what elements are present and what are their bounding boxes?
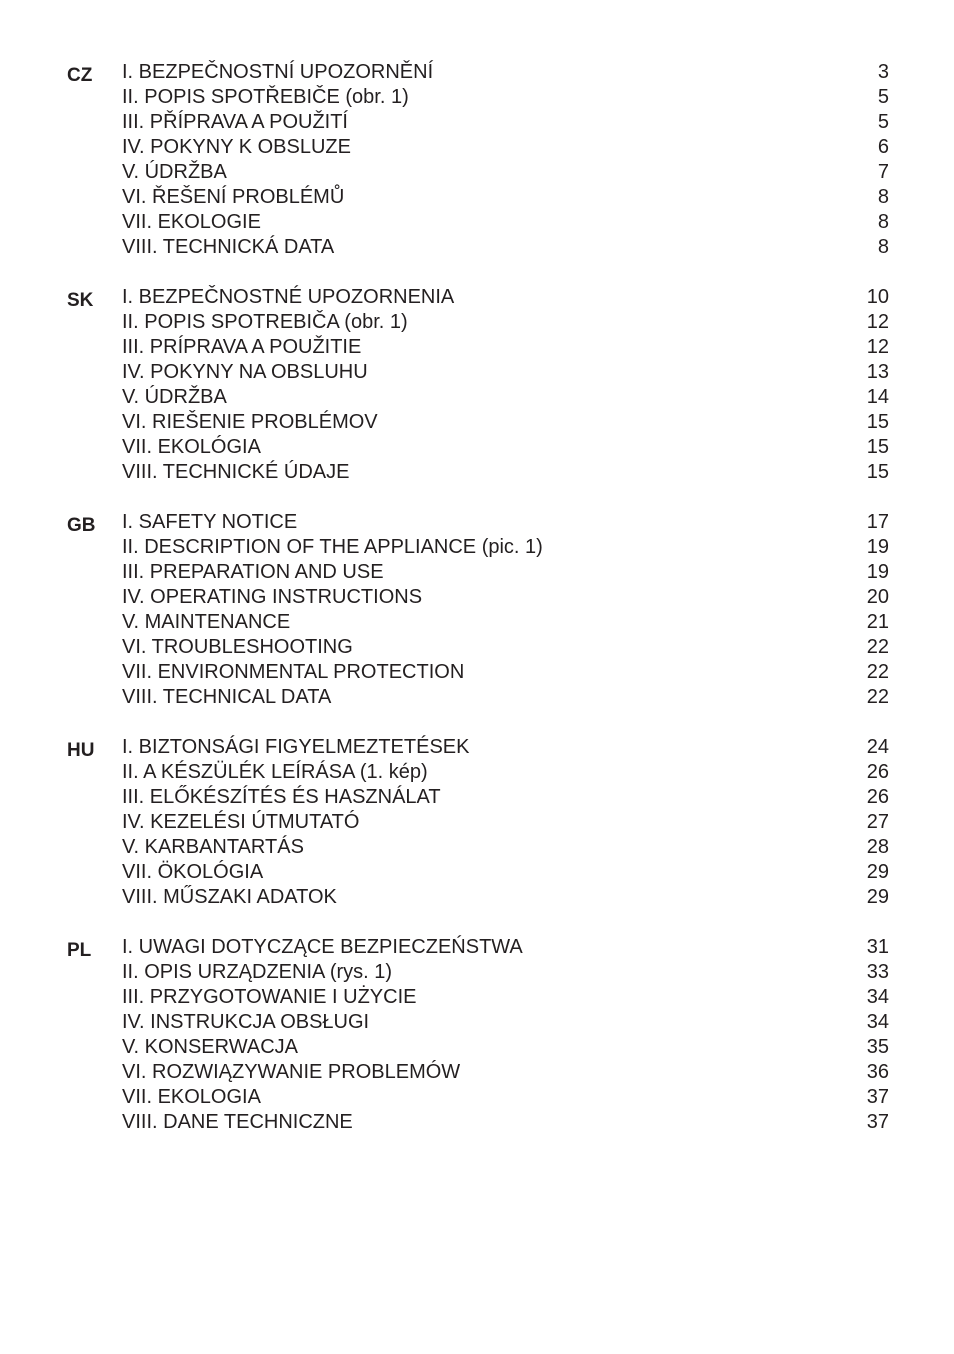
toc-entry-title: IV. INSTRUKCJA OBSŁUGI (122, 1011, 370, 1033)
toc-entry[interactable] (0, 735, 954, 760)
language-code: SK (67, 290, 94, 311)
toc-entry-page-number: 24 (866, 736, 889, 758)
toc-entry[interactable] (0, 960, 954, 985)
toc-entry-title: V. ÚDRŽBA (122, 386, 227, 408)
toc-entry[interactable] (0, 785, 954, 810)
toc-entry-page-number: 8 (877, 236, 889, 258)
toc-entry-title: V. KONSERWACJA (122, 1036, 298, 1058)
toc-entry[interactable] (0, 460, 954, 485)
toc-entry-title: VII. EKOLÓGIA (122, 436, 261, 458)
toc-entry-title: VI. ROZWIĄZYWANIE PROBLEMÓW (122, 1061, 461, 1083)
toc-entry-title: VII. ENVIRONMENTAL PROTECTION (122, 661, 465, 683)
toc-entry-page-number: 26 (866, 786, 889, 808)
toc-entry-page-number: 29 (866, 886, 889, 908)
toc-entry-title: II. POPIS SPOTREBIČA (obr. 1) (122, 311, 408, 333)
toc-entry[interactable] (0, 60, 954, 85)
toc-entry[interactable] (0, 285, 954, 310)
toc-entry-title: VIII. TECHNICKÁ DATA (122, 236, 335, 258)
toc-entry-title: IV. OPERATING INSTRUCTIONS (122, 586, 423, 608)
toc-entry-page-number: 20 (866, 586, 889, 608)
toc-entry[interactable] (0, 860, 954, 885)
toc-entry-page-number: 26 (866, 761, 889, 783)
toc-entry[interactable] (0, 635, 954, 660)
toc-section-sk (0, 285, 954, 485)
toc-entry-page-number: 15 (866, 461, 889, 483)
toc-entry[interactable] (0, 560, 954, 585)
toc-entry-title: I. BEZPEČNOSTNÍ UPOZORNĚNÍ (122, 61, 434, 83)
toc-entry-title: III. PREPARATION AND USE (122, 561, 384, 583)
toc-entry-page-number: 21 (866, 611, 889, 633)
toc-entry[interactable] (0, 685, 954, 710)
toc-entry-page-number: 19 (866, 536, 889, 558)
toc-entry[interactable] (0, 185, 954, 210)
toc-entry-title: V. KARBANTARTÁS (122, 836, 304, 858)
toc-entry-page-number: 22 (866, 661, 889, 683)
toc-entry[interactable] (0, 410, 954, 435)
toc-entry[interactable] (0, 160, 954, 185)
toc-entry[interactable] (0, 510, 954, 535)
language-code: HU (67, 740, 95, 761)
toc-entry-title: I. UWAGI DOTYCZĄCE BEZPIECZEŃSTWA (122, 936, 523, 958)
toc-entry-title: III. PRÍPRAVA A POUŽITIE (122, 336, 362, 358)
toc-entry[interactable] (0, 310, 954, 335)
toc-entry-title: II. POPIS SPOTŘEBIČE (obr. 1) (122, 86, 409, 108)
toc-entry-page-number: 6 (877, 136, 889, 158)
toc-entry-page-number: 8 (877, 211, 889, 233)
toc-entry[interactable] (0, 435, 954, 460)
toc-entry-title: I. BIZTONSÁGI FIGYELMEZTETÉSEK (122, 736, 470, 758)
toc-entry[interactable] (0, 610, 954, 635)
toc-entry-page-number: 14 (866, 386, 889, 408)
toc-entry-page-number: 36 (866, 1061, 889, 1083)
toc-entry-title: III. PRZYGOTOWANIE I UŻYCIE (122, 986, 417, 1008)
toc-entry-page-number: 37 (866, 1111, 889, 1133)
toc-entry-title: VII. EKOLOGIE (122, 211, 261, 233)
toc-entry-page-number: 19 (866, 561, 889, 583)
toc-section-cz (0, 60, 954, 260)
toc-entry-page-number: 3 (877, 61, 889, 83)
toc-entry-page-number: 8 (877, 186, 889, 208)
toc-entry-page-number: 31 (866, 936, 889, 958)
toc-entry-title: IV. POKYNY K OBSLUZE (122, 136, 351, 158)
toc-entry-title: VIII. MŰSZAKI ADATOK (122, 886, 337, 908)
toc-section-hu (0, 735, 954, 910)
toc-entry-title: II. A KÉSZÜLÉK LEÍRÁSA (1. kép) (122, 761, 428, 783)
toc-entry[interactable] (0, 535, 954, 560)
toc-entry-page-number: 33 (866, 961, 889, 983)
toc-entry-page-number: 35 (866, 1036, 889, 1058)
toc-entry-title: VIII. DANE TECHNICZNE (122, 1111, 353, 1133)
toc-entry-page-number: 5 (877, 111, 889, 133)
toc-entry-title: II. DESCRIPTION OF THE APPLIANCE (pic. 1) (122, 536, 543, 558)
toc-entry[interactable] (0, 385, 954, 410)
toc-entry-page-number: 22 (866, 636, 889, 658)
toc-entry[interactable] (0, 335, 954, 360)
toc-entry[interactable] (0, 210, 954, 235)
toc-entry[interactable] (0, 985, 954, 1010)
toc-section-gb (0, 510, 954, 710)
toc-entry-page-number: 15 (866, 411, 889, 433)
toc-entry-title: VI. TROUBLESHOOTING (122, 636, 353, 658)
toc-entry-page-number: 34 (866, 986, 889, 1008)
toc-entry-title: VII. ÖKOLÓGIA (122, 861, 264, 883)
language-code: GB (67, 515, 96, 536)
toc-entry-page-number: 5 (877, 86, 889, 108)
toc-entry-title: I. SAFETY NOTICE (122, 511, 298, 533)
toc-entry[interactable] (0, 1110, 954, 1135)
toc-entry[interactable] (0, 360, 954, 385)
toc-entry-title: VI. RIEŠENIE PROBLÉMOV (122, 411, 378, 433)
toc-entry[interactable] (0, 135, 954, 160)
language-code: PL (67, 940, 92, 961)
toc-entry[interactable] (0, 810, 954, 835)
toc-entry-title: VIII. TECHNICKÉ ÚDAJE (122, 461, 350, 483)
toc-entry[interactable] (0, 1035, 954, 1060)
toc-entry[interactable] (0, 585, 954, 610)
toc-entry[interactable] (0, 835, 954, 860)
toc-entry[interactable] (0, 660, 954, 685)
toc-entry-page-number: 29 (866, 861, 889, 883)
toc-entry[interactable] (0, 760, 954, 785)
toc-entry-title: III. PŘÍPRAVA A POUŽITÍ (122, 111, 348, 133)
toc-section-pl (0, 935, 954, 1135)
toc-entry[interactable] (0, 110, 954, 135)
table-of-contents (0, 60, 954, 1160)
toc-entry-page-number: 22 (866, 686, 889, 708)
toc-entry-page-number: 27 (866, 811, 889, 833)
toc-entry-page-number: 12 (866, 336, 889, 358)
toc-entry-title: VI. ŘEŠENÍ PROBLÉMŮ (122, 186, 345, 208)
toc-entry[interactable] (0, 935, 954, 960)
toc-entry-page-number: 12 (866, 311, 889, 333)
toc-entry-title: II. OPIS URZĄDZENIA (rys. 1) (122, 961, 393, 983)
toc-entry[interactable] (0, 1060, 954, 1085)
toc-entry-page-number: 10 (866, 286, 889, 308)
toc-entry-page-number: 28 (866, 836, 889, 858)
toc-entry-title: IV. KEZELÉSI ÚTMUTATÓ (122, 811, 360, 833)
toc-entry-title: VII. EKOLOGIA (122, 1086, 261, 1108)
toc-entry-title: V. MAINTENANCE (122, 611, 291, 633)
toc-entry-title: VIII. TECHNICAL DATA (122, 686, 332, 708)
toc-entry-page-number: 37 (866, 1086, 889, 1108)
toc-entry-title: III. ELŐKÉSZÍTÉS ÉS HASZNÁLAT (122, 786, 441, 808)
toc-entry-title: I. BEZPEČNOSTNÉ UPOZORNENIA (122, 286, 455, 308)
toc-entry-page-number: 7 (877, 161, 889, 183)
toc-entry[interactable] (0, 235, 954, 260)
toc-entry-page-number: 13 (866, 361, 889, 383)
toc-entry[interactable] (0, 1010, 954, 1035)
toc-entry-title: V. ÚDRŽBA (122, 161, 227, 183)
language-code: CZ (67, 65, 93, 86)
toc-entry-page-number: 34 (866, 1011, 889, 1033)
toc-entry[interactable] (0, 885, 954, 910)
toc-entry-page-number: 17 (866, 511, 889, 533)
toc-entry[interactable] (0, 1085, 954, 1110)
toc-entry-page-number: 15 (866, 436, 889, 458)
toc-entry[interactable] (0, 85, 954, 110)
toc-entry-title: IV. POKYNY NA OBSLUHU (122, 361, 368, 383)
